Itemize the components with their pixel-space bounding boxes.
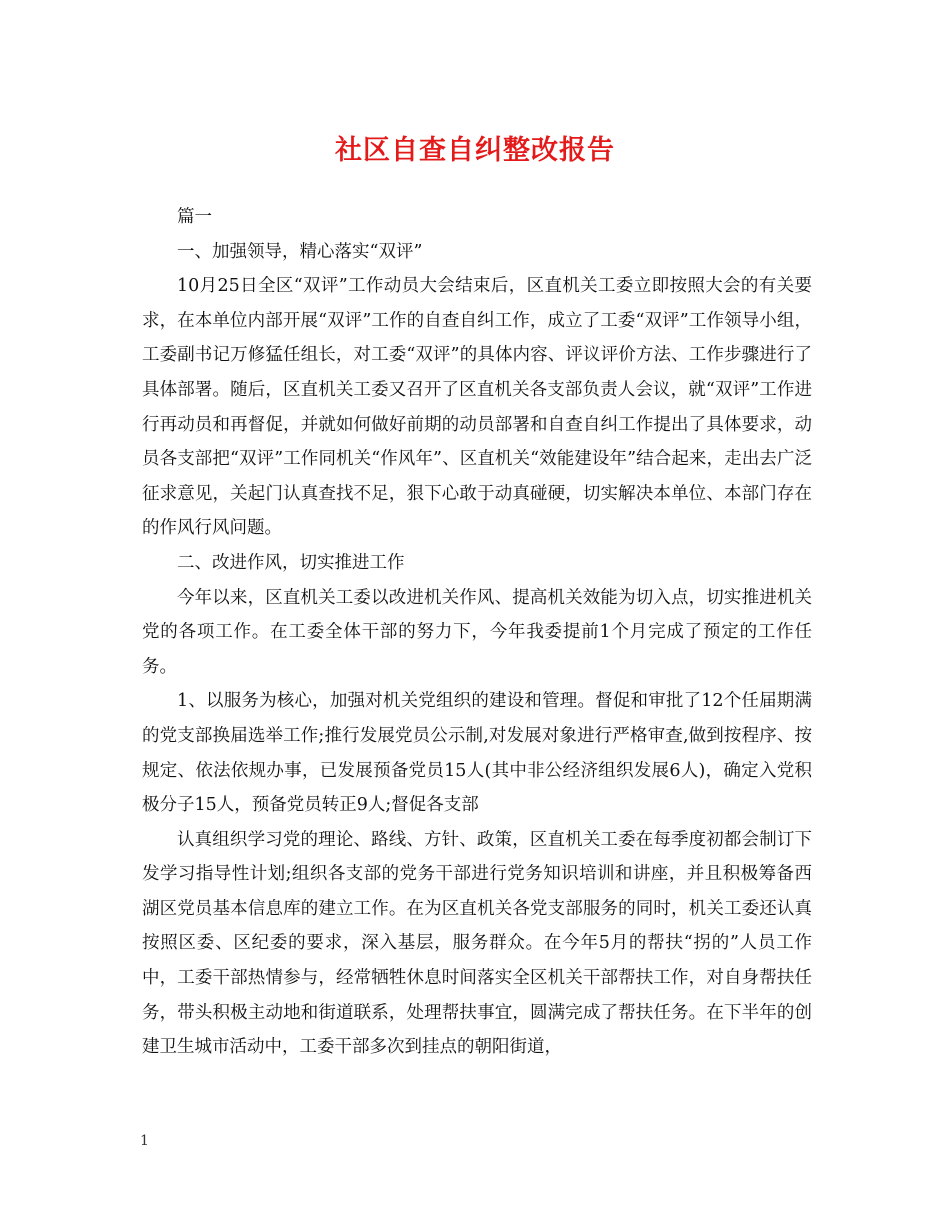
heading-1: 一、加强领导，精心落实“双评” (177, 241, 423, 262)
page-number: 1 (140, 1133, 149, 1149)
paragraph: 10月25日全区“双评”工作动员大会结束后，区直机关工委立即按照大会的有关要求，在本单位内部开展“双评”工作的自查自纠工作，成立了工委“双评”工作领导小组，工委副书记万修猛任组长，对工委“双评”的具体内容、评议评价方法、工作步骤进行了具体部署。随后，区直机关工委又召开了区直机关各支部负责人会议，就“双评”工作进行再动员和再督促，并就如何做好前期的动员部署和自查自纠工作提出了具体要求，动员各支部把“双评”工作同机关“作风年”、区直机关“效能建设年”结合起来，走出去广泛征求意见，关起门认真查找不足，狠下心敢于动真碰硬，切实解决本单位、本部门存在的作风行风问题。 (142, 276, 812, 539)
paragraph: 今年以来，区直机关工委以改进机关作风、提高机关效能为切入点，切实推进机关党的各项工作。在工委全体干部的努力下，今年我委提前1个月完成了预定的工作任务。 (142, 587, 812, 677)
heading-2: 二、改进作风，切实推进工作 (177, 552, 405, 573)
section-label: 篇一 (177, 207, 212, 227)
page-title: 社区自查自纠整改报告 (335, 135, 615, 166)
paragraph: 1、以服务为核心，加强对机关党组织的建设和管理。督促和审批了12个任届期满的党支部换届选举工作;推行发展党员公示制,对发展对象进行严格审查,做到按程序、按规定、依法依规办事，已发展预备党员15人(其中非公经济组织发展6人)，确定入党积极分子15人，预备党员转正9人;督促各支部 (142, 691, 812, 816)
document-body (142, 200, 812, 1065)
paragraph: 认真组织学习党的理论、路线、方针、政策，区直机关工委在每季度初都会制订下发学习指导性计划;组织各支部的党务干部进行党务知识培训和讲座，并且积极筹备西湖区党员基本信息库的建立工作。在为区直机关各党支部服务的同时，机关工委还认真按照区委、区纪委的要求，深入基层，服务群众。在今年5月的帮扶“拐的”人员工作中，工委干部热情参与，经常牺牲休息时间落实全区机关干部帮扶工作，对自身帮扶任务，带头积极主动地和街道联系，处理帮扶事宜，圆满完成了帮扶任务。在下半年的创建卫生城市活动中，工委干部多次到挂点的朝阳街道， (142, 829, 812, 1058)
